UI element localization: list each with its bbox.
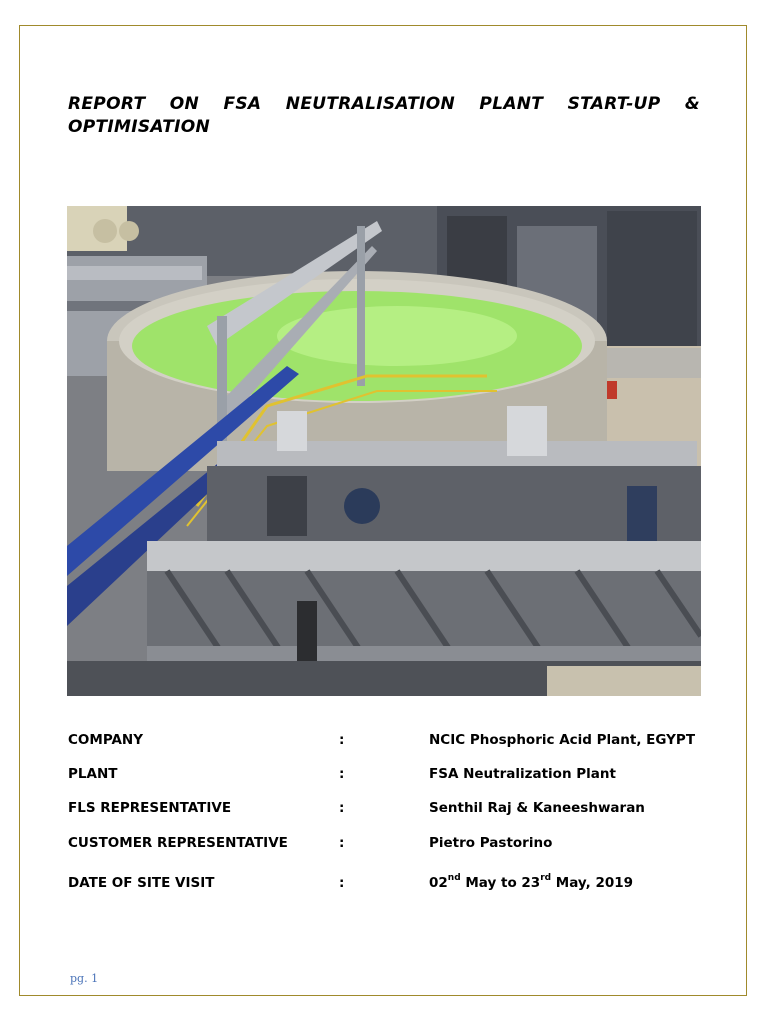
report-title-line-1: REPORT ON FSA NEUTRALISATION PLANT START-UP &: [68, 94, 700, 114]
detail-row-date-of-site-visit: [68, 873, 708, 893]
detail-colon: :: [339, 875, 345, 891]
detail-colon: :: [339, 732, 345, 748]
detail-value: Senthil Raj & Kaneeshwaran: [429, 800, 645, 816]
detail-row-fls-representative: [68, 798, 708, 818]
detail-value: NCIC Phosphoric Acid Plant, EGYPT: [429, 732, 696, 748]
plant-photo: [67, 206, 701, 696]
report-title-line-2: OPTIMISATION: [68, 117, 211, 137]
report-title: [68, 93, 700, 139]
visit-start-day: 02: [429, 875, 448, 891]
detail-label: CUSTOMER REPRESENTATIVE: [68, 835, 288, 851]
visit-date-value: [429, 873, 633, 893]
detail-label: DATE OF SITE VISIT: [68, 875, 215, 891]
detail-label: FLS REPRESENTATIVE: [68, 800, 232, 816]
visit-date-end: May, 2019: [551, 875, 634, 891]
detail-row-company: [68, 730, 708, 750]
detail-value: FSA Neutralization Plant: [429, 766, 616, 782]
visit-date-middle: May to 23: [460, 875, 541, 891]
detail-label: PLANT: [68, 766, 118, 782]
detail-colon: :: [339, 766, 345, 782]
detail-colon: :: [339, 800, 345, 816]
visit-start-suffix: nd: [447, 872, 461, 883]
visit-end-suffix: rd: [540, 872, 552, 883]
detail-value: Pietro Pastorino: [429, 835, 553, 851]
detail-row-customer-representative: [68, 833, 708, 853]
detail-row-plant: [68, 764, 708, 784]
detail-label: COMPANY: [68, 732, 143, 748]
page-number: pg. 1: [70, 972, 99, 985]
detail-colon: :: [339, 835, 345, 851]
